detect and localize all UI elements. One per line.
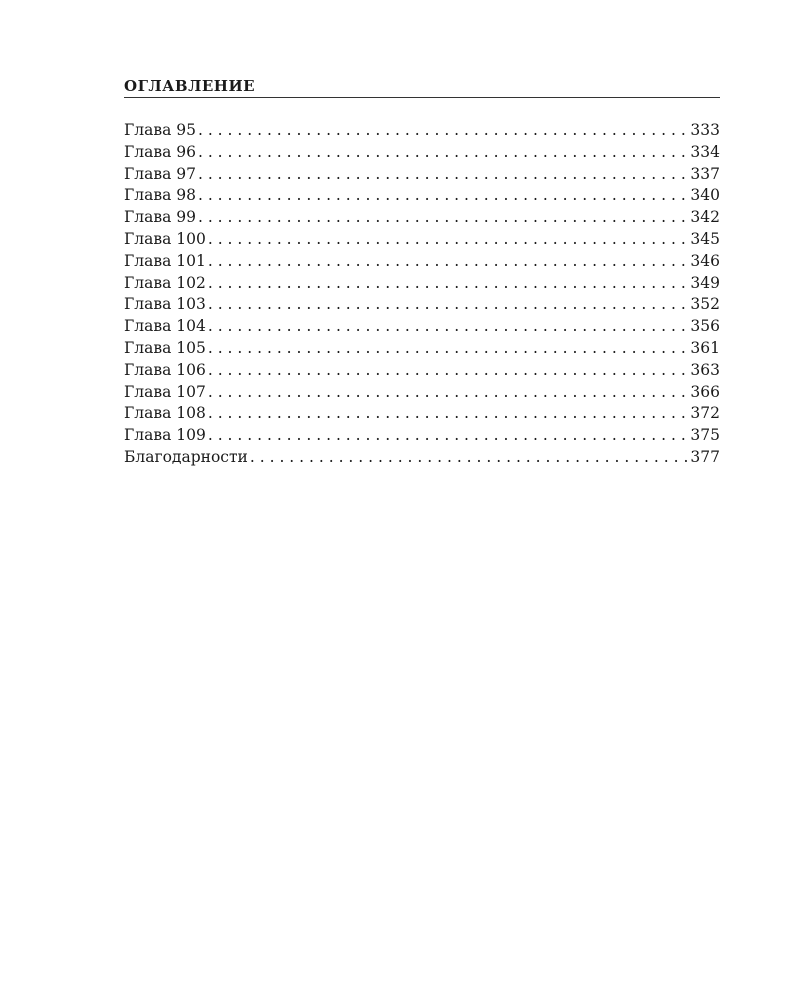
toc-entry-title: Глава 106	[124, 360, 206, 379]
toc-entry	[124, 229, 720, 251]
toc-entry	[124, 447, 720, 469]
document-page	[124, 76, 720, 469]
dot-leader	[208, 382, 689, 404]
toc-entry-page: 377	[690, 447, 720, 466]
toc-entry-title: Благодарности	[124, 447, 248, 466]
dot-leader	[198, 142, 688, 164]
toc-entry-title: Глава 95	[124, 121, 196, 139]
toc-entry-page: 375	[690, 426, 720, 445]
toc-entry-page: 356	[690, 317, 720, 336]
toc-entry-title: Глава 105	[124, 338, 206, 357]
toc-entry-title: Глава 100	[124, 229, 206, 248]
dot-leader	[208, 338, 689, 360]
toc-entry	[124, 316, 720, 338]
toc-entry	[124, 120, 720, 142]
toc-entry-page: 346	[690, 251, 720, 270]
toc-entry-page: 366	[690, 382, 720, 401]
toc-entry-title: Глава 103	[124, 295, 206, 314]
toc-entry-title: Глава 109	[124, 426, 206, 445]
dot-leader	[208, 273, 689, 295]
dot-leader	[208, 425, 689, 447]
dot-leader	[208, 251, 689, 273]
toc-entry-page: 340	[690, 186, 720, 205]
toc-entry	[124, 360, 720, 382]
toc-entry	[124, 273, 720, 295]
toc-entry-title: Глава 97	[124, 164, 196, 183]
toc-entry-title: Глава 108	[124, 404, 206, 423]
toc-entry-title: Глава 104	[124, 317, 206, 336]
toc-entry-page: 334	[690, 142, 720, 161]
toc-entry-page: 345	[690, 229, 720, 248]
toc-entry-page: 361	[690, 338, 720, 357]
toc-entry	[124, 403, 720, 425]
dot-leader	[208, 360, 689, 382]
toc-entry	[124, 251, 720, 273]
toc-entry	[124, 142, 720, 164]
toc-entry	[124, 185, 720, 207]
dot-leader	[198, 120, 688, 142]
toc-entry-page: 352	[690, 295, 720, 314]
dot-leader	[208, 316, 689, 338]
running-head: ОГЛАВЛЕНИЕ	[124, 76, 720, 98]
dot-leader	[208, 229, 689, 251]
toc-entry	[124, 164, 720, 186]
toc-entry-title: Глава 99	[124, 208, 196, 227]
toc-entry-page: 333	[690, 121, 720, 139]
toc-entry-title: Глава 102	[124, 273, 206, 292]
dot-leader	[198, 164, 688, 186]
dot-leader	[198, 185, 688, 207]
dot-leader	[198, 207, 688, 229]
toc-entry-page: 349	[690, 273, 720, 292]
toc-entry-title: Глава 101	[124, 251, 206, 270]
toc-entry-title: Глава 107	[124, 382, 206, 401]
toc-entry-page: 337	[690, 164, 720, 183]
toc-entry	[124, 338, 720, 360]
toc-entry	[124, 425, 720, 447]
dot-leader	[208, 294, 689, 316]
toc-entry	[124, 294, 720, 316]
toc-entry-page: 363	[690, 360, 720, 379]
dot-leader	[208, 403, 689, 425]
table-of-contents	[124, 120, 720, 469]
toc-entry	[124, 382, 720, 404]
toc-entry-title: Глава 98	[124, 186, 196, 205]
toc-entry-page: 342	[690, 208, 720, 227]
toc-entry	[124, 207, 720, 229]
toc-entry-title: Глава 96	[124, 142, 196, 161]
dot-leader	[250, 447, 689, 469]
toc-entry-page: 372	[690, 404, 720, 423]
